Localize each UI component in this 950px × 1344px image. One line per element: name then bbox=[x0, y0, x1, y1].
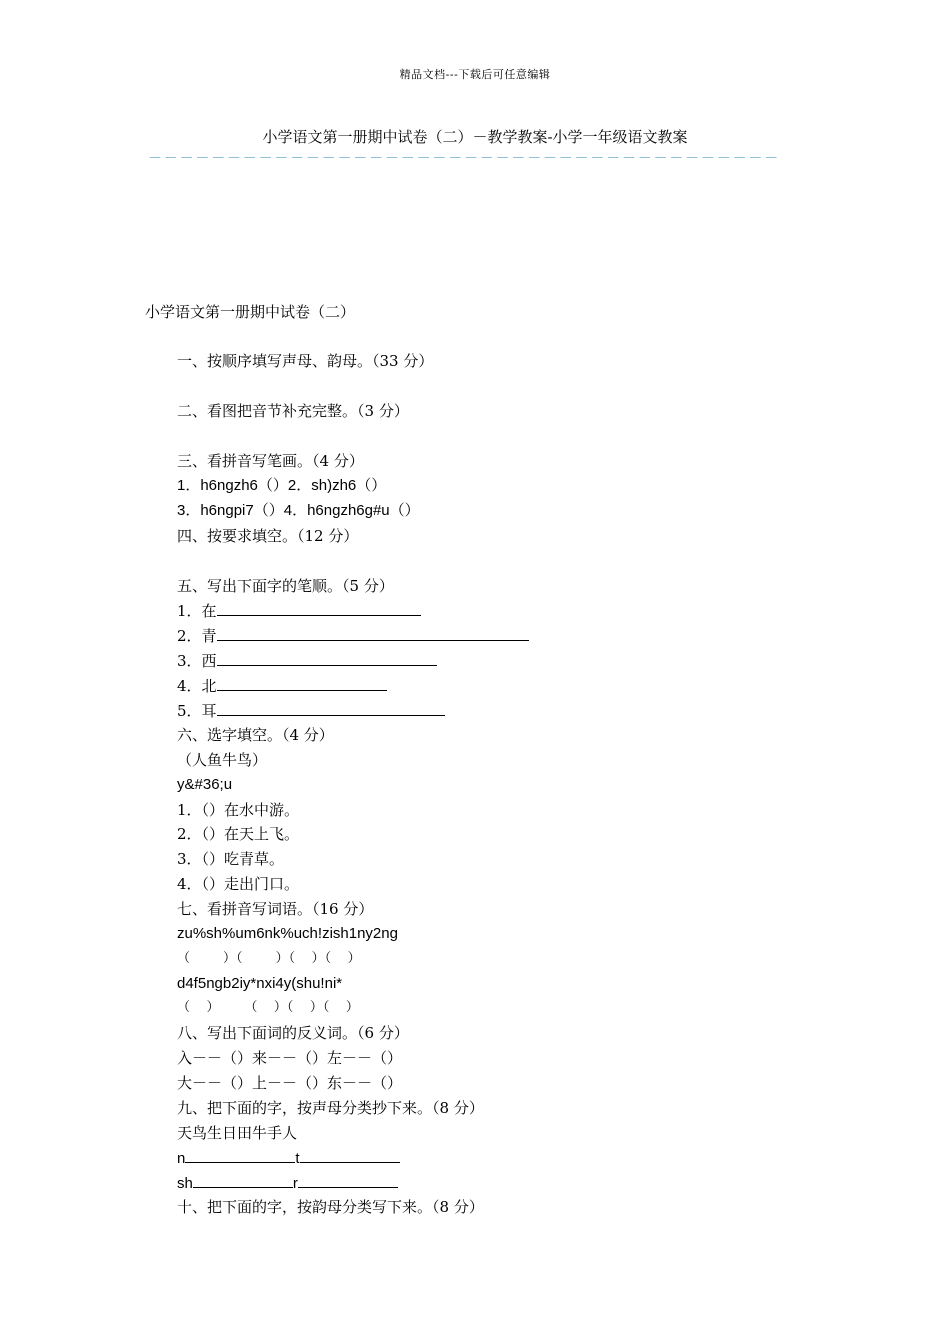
section-8-line-2: 大－－（）上－－（）东－－（） bbox=[177, 1074, 403, 1092]
section-6-code: y&#36;u bbox=[177, 776, 233, 793]
section-10-heading: 十、把下面的字，按韵母分类写下来。（8 分） bbox=[177, 1198, 484, 1216]
section-7-brackets-2: （ ） （ ）（ ）（ ） bbox=[177, 1000, 359, 1015]
section-8-heading: 八、写出下面词的反义词。（6 分） bbox=[177, 1024, 409, 1042]
section-9-characters: 天鸟生日田牛手人 bbox=[177, 1124, 298, 1142]
answer-blank[interactable] bbox=[185, 1149, 295, 1163]
section-4-heading: 四、按要求填空。（12 分） bbox=[177, 527, 359, 545]
initial-label: sh bbox=[177, 1175, 193, 1192]
stroke-order-prompt: 2．青 bbox=[177, 627, 217, 645]
answer-blank[interactable] bbox=[217, 702, 445, 716]
section-9-line-2 bbox=[177, 1174, 398, 1193]
stroke-order-prompt: 4．北 bbox=[177, 677, 217, 695]
section-5-heading: 五、写出下面字的笔顺。（5 分） bbox=[177, 577, 394, 595]
initial-label: t bbox=[295, 1150, 300, 1167]
exam-title: 小学语文第一册期中试卷（二） bbox=[145, 303, 356, 321]
initial-label: r bbox=[292, 1175, 298, 1192]
answer-blank[interactable] bbox=[217, 627, 529, 641]
section-5-item-2 bbox=[177, 627, 529, 645]
section-7-pinyin-2: d4f5ngb2iy*nxi4y(shu!ni* bbox=[177, 975, 343, 992]
section-2-heading: 二、看图把音节补充完整。（3 分） bbox=[177, 402, 409, 420]
section-5-item-5 bbox=[177, 702, 445, 720]
section-7-brackets-1: （ ）（ ）（ ）（ ） bbox=[177, 951, 361, 966]
section-5-item-3 bbox=[177, 652, 437, 670]
stroke-order-prompt: 1．在 bbox=[177, 602, 217, 620]
section-3-heading: 三、看拼音写笔画。（4 分） bbox=[177, 452, 364, 470]
section-6-options: （人鱼牛鸟） bbox=[177, 751, 268, 769]
header-note: 精品文档---下载后可任意编辑 bbox=[399, 68, 551, 81]
section-6-item-4: 4．（）走出门口。 bbox=[177, 875, 300, 893]
section-1-heading: 一、按顺序填写声母、韵母。（33 分） bbox=[177, 352, 434, 370]
section-5-item-1 bbox=[177, 602, 421, 620]
section-3-line-2: 3．h6ngpi7（）4．h6ngzh6g#u（） bbox=[177, 502, 420, 519]
answer-blank[interactable] bbox=[217, 602, 421, 616]
answer-blank[interactable] bbox=[217, 652, 437, 666]
section-8-line-1: 入－－（）来－－（）左－－（） bbox=[177, 1049, 403, 1067]
section-5-item-4 bbox=[177, 677, 387, 695]
section-7-heading: 七、看拼音写词语。（16 分） bbox=[177, 900, 374, 918]
dashed-divider: －－－－－－－－－－－－－－－－－－－－－－－－－－－－－－－－－－－－－－－－ bbox=[148, 152, 780, 166]
section-6-heading: 六、选字填空。（4 分） bbox=[177, 726, 334, 744]
section-9-line-1 bbox=[177, 1149, 400, 1168]
stroke-order-prompt: 3．西 bbox=[177, 652, 217, 670]
section-6-item-2: 2．（）在天上飞。 bbox=[177, 825, 300, 843]
section-9-heading: 九、把下面的字，按声母分类抄下来。（8 分） bbox=[177, 1099, 484, 1117]
section-6-item-3: 3．（）吃青草。 bbox=[177, 850, 285, 868]
initial-label: n bbox=[177, 1150, 186, 1167]
stroke-order-prompt: 5．耳 bbox=[177, 702, 217, 720]
section-3-line-1: 1．h6ngzh6（）2．sh)zh6（） bbox=[177, 477, 387, 494]
answer-blank[interactable] bbox=[300, 1149, 400, 1163]
section-7-pinyin-1: zu%sh%um6nk%uch!zish1ny2ng bbox=[177, 925, 398, 942]
answer-blank[interactable] bbox=[193, 1174, 293, 1188]
document-title: 小学语文第一册期中试卷（二）－教学教案-小学一年级语文教案 bbox=[262, 128, 688, 146]
section-6-item-1: 1．（）在水中游。 bbox=[177, 801, 300, 819]
answer-blank[interactable] bbox=[217, 677, 387, 691]
answer-blank[interactable] bbox=[298, 1174, 398, 1188]
